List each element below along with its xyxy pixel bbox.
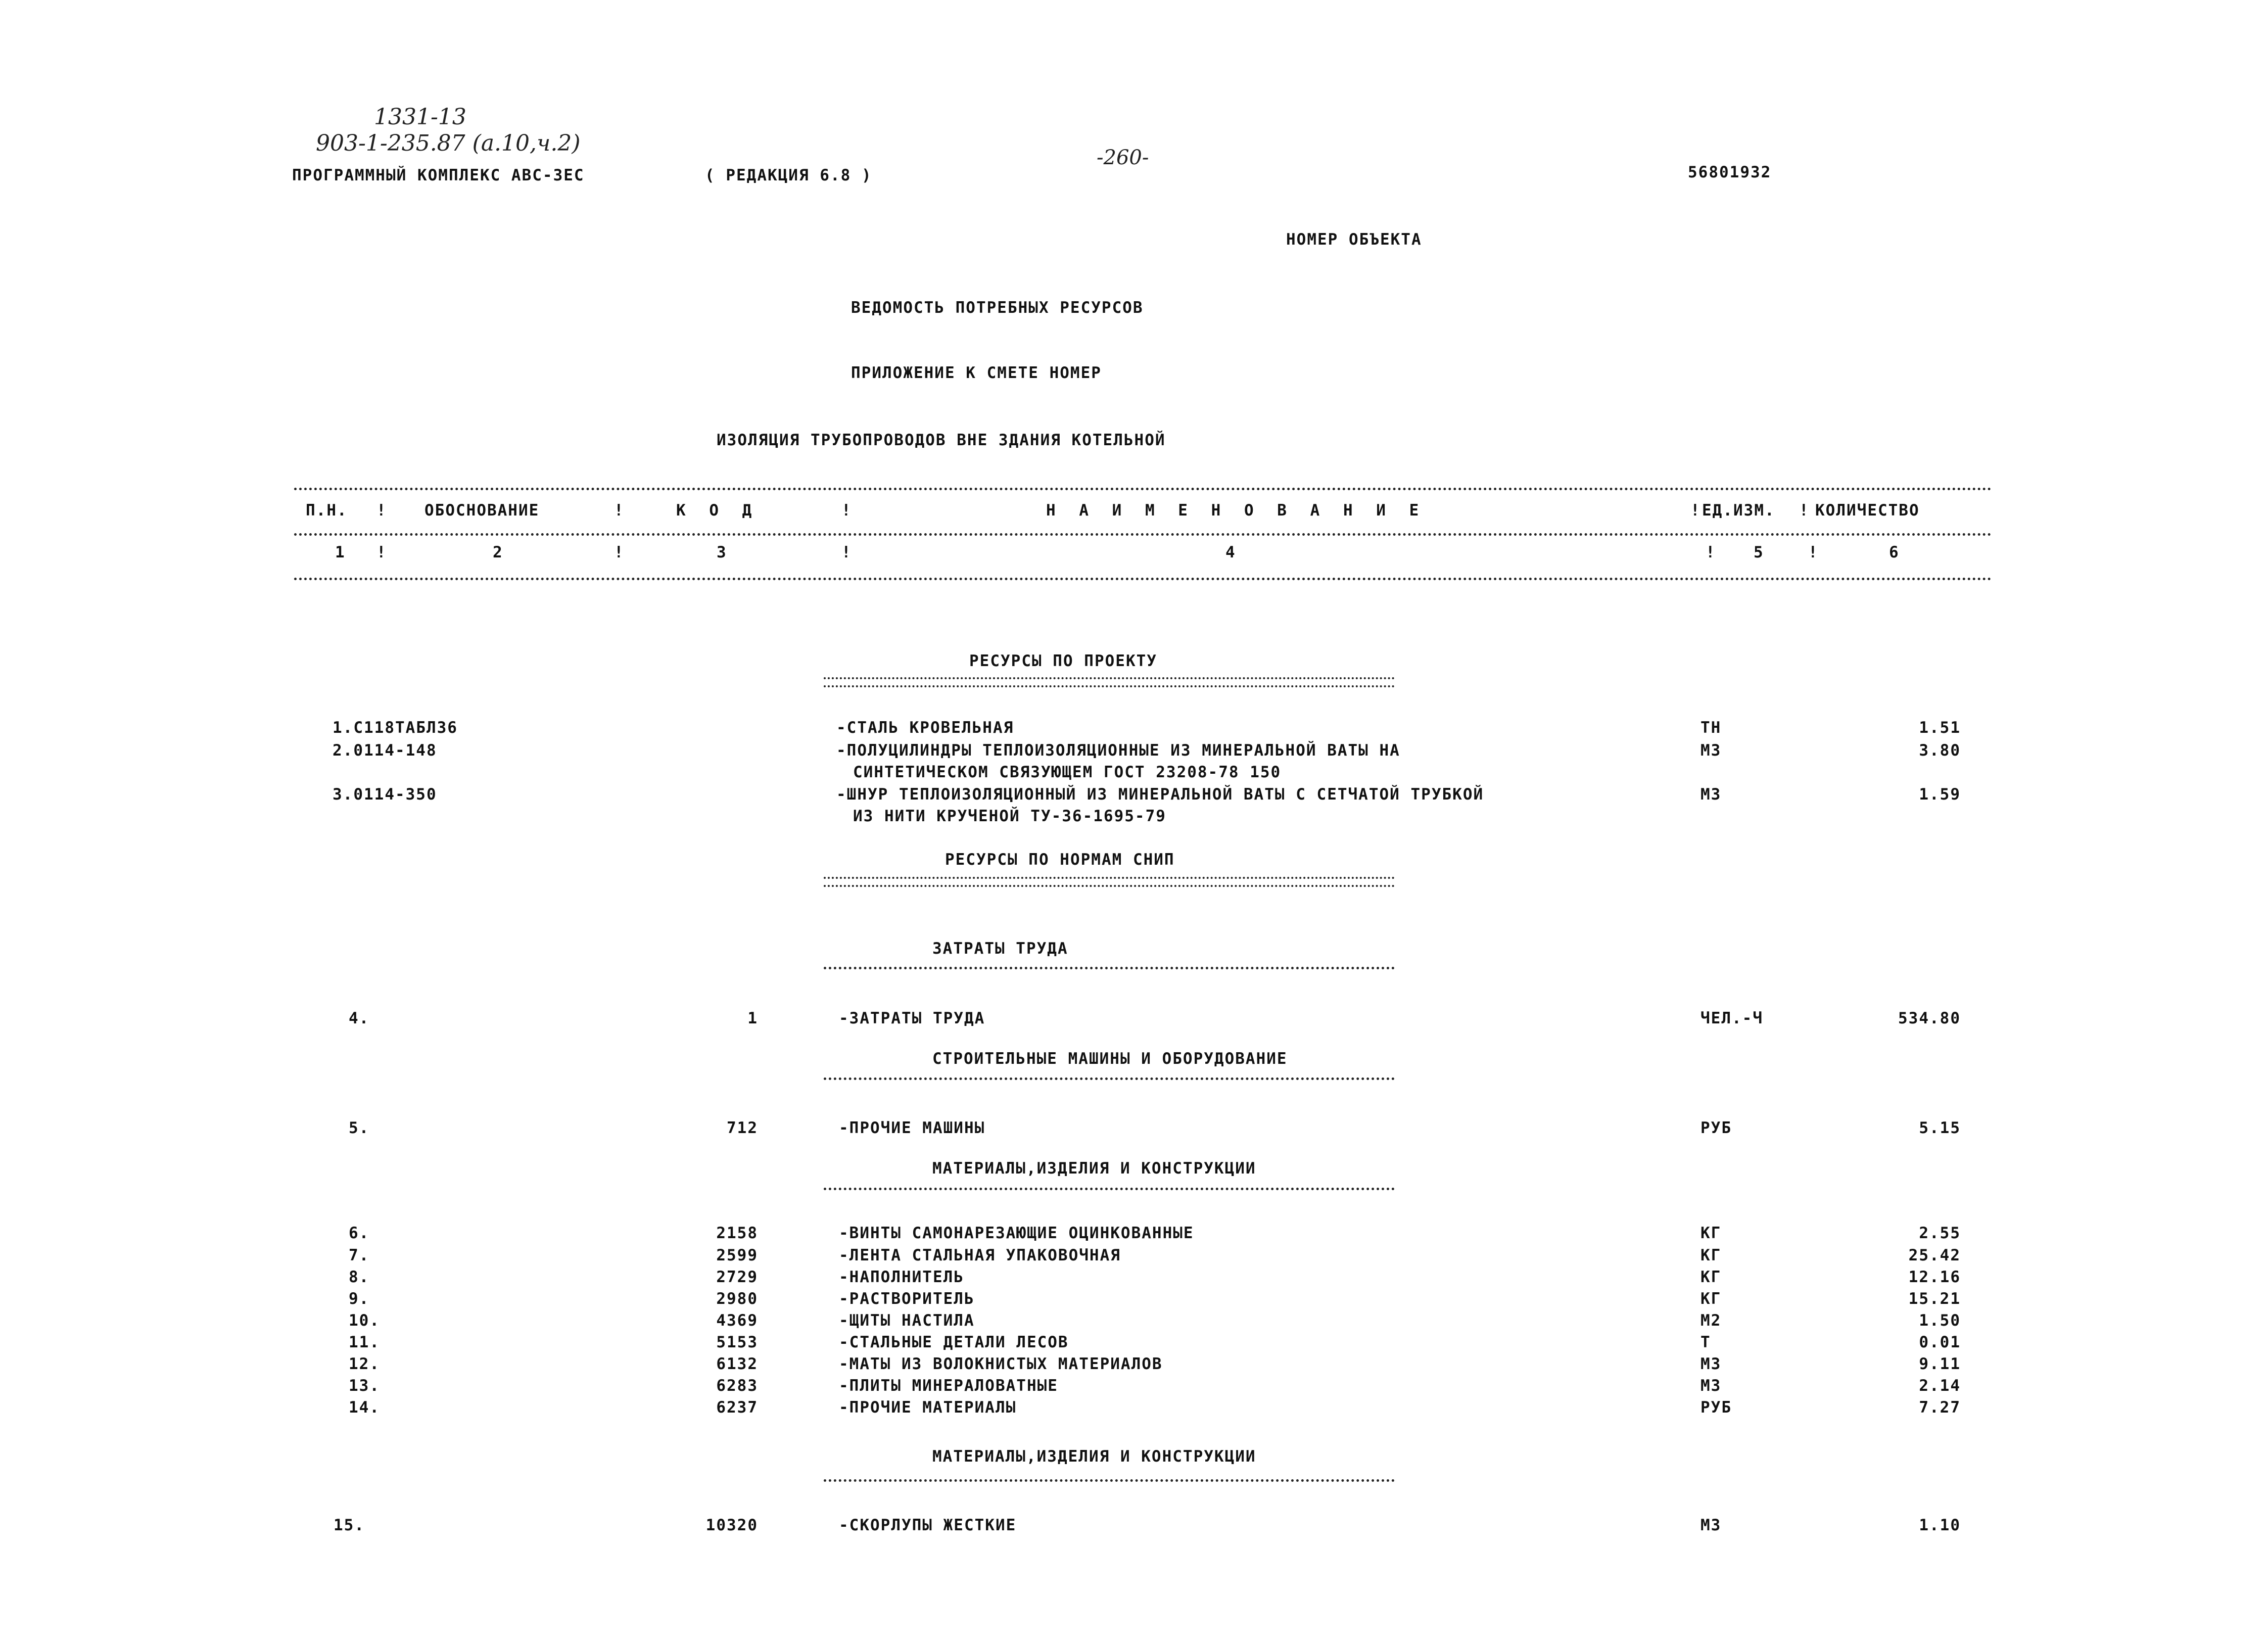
row-quantity: 12.16 xyxy=(1908,1268,1961,1286)
row-code: 6283 xyxy=(716,1377,758,1395)
row-unit: РУБ xyxy=(1700,1119,1732,1137)
row-code: 10320 xyxy=(705,1516,758,1534)
row-basis: 1.С118ТАБЛ36 xyxy=(333,719,458,737)
col-number-6: 6 xyxy=(1889,543,1900,561)
row-name: -ВИНТЫ САМОНАРЕЗАЮЩИЕ ОЦИНКОВАННЫЕ xyxy=(839,1224,1194,1242)
row-unit: М3 xyxy=(1700,1516,1722,1534)
row-number: 7. xyxy=(349,1246,370,1264)
row-name: -ПРОЧИЕ МАШИНЫ xyxy=(839,1119,985,1137)
row-code: 2158 xyxy=(716,1224,758,1242)
row-number: 8. xyxy=(349,1268,370,1286)
row-unit: Т xyxy=(1700,1333,1711,1351)
row-code: 6237 xyxy=(716,1398,758,1417)
program-name: ПРОГРАММНЫЙ КОМПЛЕКС АВС-3ЕС xyxy=(292,166,585,184)
row-name: -РАСТВОРИТЕЛЬ xyxy=(839,1290,975,1308)
row-unit: ТН xyxy=(1700,719,1722,737)
col-header-code: К О Д xyxy=(676,501,759,520)
row-basis: 2.0114-148 xyxy=(333,741,437,760)
row-quantity: 3.80 xyxy=(1919,741,1961,760)
row-name: -ПРОЧИЕ МАТЕРИАЛЫ xyxy=(839,1398,1017,1417)
section-title: ЗАТРАТЫ ТРУДА xyxy=(932,940,1068,958)
col-number-1: 1 xyxy=(335,543,346,561)
row-number: 5. xyxy=(349,1119,370,1137)
row-number: 11. xyxy=(349,1333,380,1351)
section-underline xyxy=(824,1077,1395,1080)
handwritten-archive-number: 1331-13 xyxy=(374,104,466,130)
row-unit: КГ xyxy=(1700,1224,1722,1242)
row-quantity: 1.10 xyxy=(1919,1516,1961,1534)
row-number: 13. xyxy=(349,1377,380,1395)
row-quantity: 15.21 xyxy=(1908,1290,1961,1308)
col-number-3: 3 xyxy=(717,543,727,561)
section-underline xyxy=(824,1479,1395,1482)
col-number-5: 5 xyxy=(1754,543,1764,561)
col-header-quantity: КОЛИЧЕСТВО xyxy=(1815,501,1920,520)
row-quantity: 1.50 xyxy=(1919,1311,1961,1330)
handwritten-page-number: -260- xyxy=(1097,146,1149,169)
row-number: 12. xyxy=(349,1355,380,1373)
section-title: МАТЕРИАЛЫ,ИЗДЕЛИЯ И КОНСТРУКЦИИ xyxy=(932,1447,1256,1466)
row-name: -ЩИТЫ НАСТИЛА xyxy=(839,1311,975,1330)
document-subtitle: ПРИЛОЖЕНИЕ К СМЕТЕ НОМЕР xyxy=(851,364,1102,382)
row-name: -СТАЛЬНЫЕ ДЕТАЛИ ЛЕСОВ xyxy=(839,1333,1069,1351)
section-underline xyxy=(824,967,1395,969)
row-name: -ЗАТРАТЫ ТРУДА xyxy=(839,1009,985,1027)
row-name: -СКОРЛУПЫ ЖЕСТКИЕ xyxy=(839,1516,1017,1534)
row-name: -ПЛИТЫ МИНЕРАЛОВАТНЫЕ xyxy=(839,1377,1058,1395)
row-code: 6132 xyxy=(716,1355,758,1373)
row-unit: ЧЕЛ.-Ч xyxy=(1700,1009,1763,1027)
row-unit: М3 xyxy=(1700,1355,1722,1373)
row-code: 2599 xyxy=(716,1246,758,1264)
row-name: -ПОЛУЦИЛИНДРЫ ТЕПЛОИЗОЛЯЦИОННЫЕ ИЗ МИНЕРАЛЬНОЙ ВАТЫ НА xyxy=(836,741,1400,760)
section-underline xyxy=(824,1188,1395,1190)
row-name-continued: ИЗ НИТИ КРУЧЕНОЙ ТУ-36-1695-79 xyxy=(853,807,1166,825)
row-number: 4. xyxy=(349,1009,370,1027)
row-quantity: 7.27 xyxy=(1919,1398,1961,1417)
document-code: 56801932 xyxy=(1688,163,1772,181)
row-quantity: 1.59 xyxy=(1919,785,1961,804)
row-number: 10. xyxy=(349,1311,380,1330)
row-number: 9. xyxy=(349,1290,370,1308)
row-unit: М2 xyxy=(1700,1311,1722,1330)
row-number: 6. xyxy=(349,1224,370,1242)
row-name-continued: СИНТЕТИЧЕСКОМ СВЯЗУЮЩЕМ ГОСТ 23208-78 150 xyxy=(853,763,1282,781)
section-title: СТРОИТЕЛЬНЫЕ МАШИНЫ И ОБОРУДОВАНИЕ xyxy=(932,1050,1288,1068)
table-body-rule xyxy=(294,578,1992,580)
section-title: РЕСУРСЫ ПО НОРМАМ СНИП xyxy=(945,851,1175,869)
row-name: -СТАЛЬ КРОВЕЛЬНАЯ xyxy=(836,719,1014,737)
row-quantity: 2.14 xyxy=(1919,1377,1961,1395)
object-number-label: НОМЕР ОБЪЕКТА xyxy=(1286,230,1422,249)
program-edition: ( РЕДАКЦИЯ 6.8 ) xyxy=(705,166,872,184)
col-header-basis: ОБОСНОВАНИЕ xyxy=(424,501,540,520)
row-unit: М3 xyxy=(1700,1377,1722,1395)
col-header-pn: П.Н. xyxy=(306,501,348,520)
row-quantity: 2.55 xyxy=(1919,1224,1961,1242)
row-unit: М3 xyxy=(1700,741,1722,760)
row-unit: КГ xyxy=(1700,1290,1722,1308)
row-code: 4369 xyxy=(716,1311,758,1330)
row-number: 14. xyxy=(349,1398,380,1417)
work-title: ИЗОЛЯЦИЯ ТРУБОПРОВОДОВ ВНЕ ЗДАНИЯ КОТЕЛЬНОЙ xyxy=(717,431,1166,449)
section-double-underline xyxy=(824,877,1395,887)
row-name: -МАТЫ ИЗ ВОЛОКНИСТЫХ МАТЕРИАЛОВ xyxy=(839,1355,1163,1373)
row-code: 1 xyxy=(747,1009,758,1027)
row-quantity: 0.01 xyxy=(1919,1333,1961,1351)
col-header-unit: ЕД.ИЗМ. xyxy=(1702,501,1775,520)
row-quantity: 5.15 xyxy=(1919,1119,1961,1137)
row-name: -ШНУР ТЕПЛОИЗОЛЯЦИОННЫЙ ИЗ МИНЕРАЛЬНОЙ ВАТЫ С СЕТЧАТОЙ ТРУБКОЙ xyxy=(836,785,1484,804)
table-header-rule xyxy=(294,533,1992,536)
row-code: 712 xyxy=(727,1119,758,1137)
row-name: -НАПОЛНИТЕЛЬ xyxy=(839,1268,964,1286)
row-number: 15. xyxy=(334,1516,365,1534)
col-number-4: 4 xyxy=(1225,543,1236,561)
col-header-name: Н А И М Е Н О В А Н И Е xyxy=(1046,501,1426,520)
section-title: МАТЕРИАЛЫ,ИЗДЕЛИЯ И КОНСТРУКЦИИ xyxy=(932,1159,1256,1178)
row-quantity: 1.51 xyxy=(1919,719,1961,737)
row-code: 5153 xyxy=(716,1333,758,1351)
row-quantity: 9.11 xyxy=(1919,1355,1961,1373)
row-quantity: 534.80 xyxy=(1898,1009,1961,1027)
col-number-2: 2 xyxy=(493,543,503,561)
section-title: РЕСУРСЫ ПО ПРОЕКТУ xyxy=(969,652,1157,670)
row-unit: КГ xyxy=(1700,1246,1722,1264)
document-title: ВЕДОМОСТЬ ПОТРЕБНЫХ РЕСУРСОВ xyxy=(851,299,1144,317)
row-basis: 3.0114-350 xyxy=(333,785,437,804)
row-code: 2980 xyxy=(716,1290,758,1308)
row-unit: РУБ xyxy=(1700,1398,1732,1417)
handwritten-project-number: 903-1-235.87 (a.10,ч.2) xyxy=(316,130,581,156)
row-quantity: 25.42 xyxy=(1908,1246,1961,1264)
table-top-rule xyxy=(294,488,1992,490)
row-name: -ЛЕНТА СТАЛЬНАЯ УПАКОВОЧНАЯ xyxy=(839,1246,1121,1264)
row-unit: М3 xyxy=(1700,785,1722,804)
row-unit: КГ xyxy=(1700,1268,1722,1286)
section-double-underline xyxy=(824,677,1395,687)
row-code: 2729 xyxy=(716,1268,758,1286)
